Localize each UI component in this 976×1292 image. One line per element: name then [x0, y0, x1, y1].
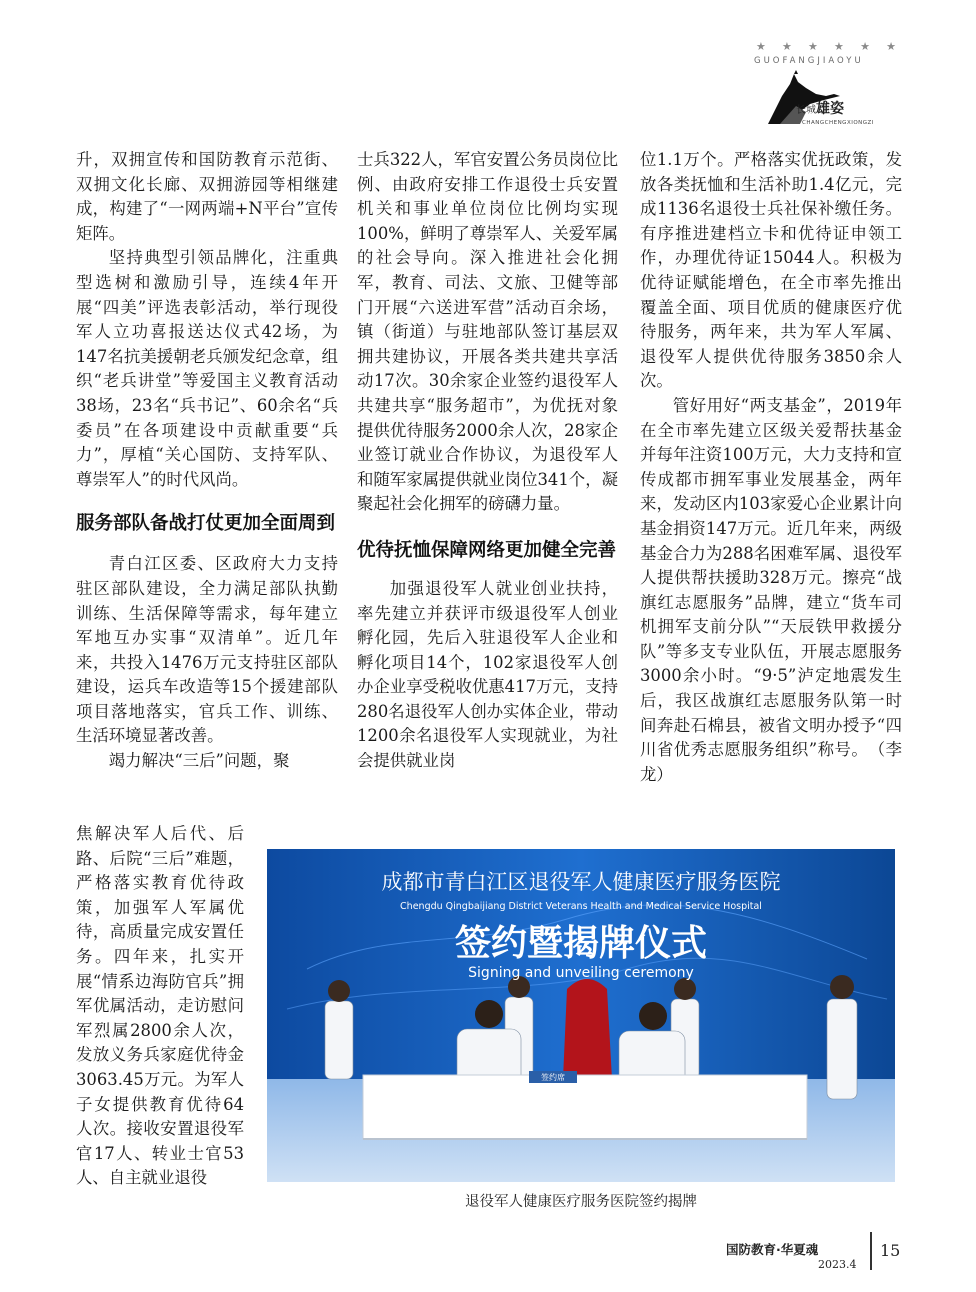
star-icon: ★: [860, 40, 870, 53]
star-icon: ★: [782, 40, 792, 53]
article-column-1: [76, 148, 338, 774]
ceremony-photo: [267, 849, 895, 1182]
paragraph: 加强退役军人就业创业扶持，率先建立并获评市级退役军人创业孵化园，先后入驻退役军人企业和孵化项目14个，102家退役军人创办企业享受税收优惠417万元，支持280名退役军人创办实体企业，带动1200余名退役军人实现就业，为社会提供就业岗: [357, 578, 618, 771]
section-heading: 服务部队备战打仗更加全面周到: [76, 513, 336, 535]
section-heading: 优待抚恤保障网络更加健全完善: [357, 539, 617, 561]
header-stars: [756, 40, 896, 53]
section-subtitle: CHANGCHENGXIONGZI: [802, 120, 874, 126]
star-icon: ★: [834, 40, 844, 53]
nameplate-label: 签约席: [541, 1073, 565, 1082]
paragraph: 升，双拥宣传和国防教育示范街、双拥文化长廊、双拥游园等相继建成，构建了“一网两端+N平台”宣传矩阵。: [76, 150, 338, 243]
paragraph: 竭力解决“三后”问题，聚: [108, 751, 290, 771]
ceremony-subtitle: Signing and unveiling ceremony: [468, 965, 694, 981]
article-column-1-wrap: [76, 822, 244, 1191]
paragraph: 士兵322人，军官安置公务员岗位比例、由政府安排工作退役士兵安置机关和事业单位岗位比例均实现100%，鲜明了尊崇军人、关爱军属的社会导向。深入推进社会化拥军，教育、司法、文旅、卫健等部门开展“六送进军营”活动百余场，镇（街道）与驻地部队签订基层双拥共建协议，开展各类共建共享活动17次。30余家企业签约退役军人共建共享“服务超市”，为优抚对象提供优待服务2000余人次，28家企业签订就业合作协议，为退役军人和随军家属提供就业岗位341个，凝聚起社会化拥军的磅礴力量。: [357, 150, 618, 514]
page-number: 15: [880, 1241, 901, 1260]
banner-title: 成都市青白江区退役军人健康医疗服务医院: [381, 870, 781, 894]
magazine-name: 国防教育·华夏魂: [726, 1242, 819, 1257]
issue-number: 2023.4: [818, 1258, 857, 1271]
paragraph: 焦解决军人后代、后路、后院“三后”难题，严格落实教育优待政策，加强军人军属优待，高质量完成安置任务。四年来，扎实开展“情系边海防官兵”拥军优属活动，走访慰问军烈属2800余人次，发放义务兵家庭优待金3063.45万元。为军人子女提供教育优待64人次。接收安置退役军官17人、转业士官53人、自主就业退役: [76, 824, 244, 1188]
ceremony-title: 签约暨揭牌仪式: [454, 923, 708, 964]
article-column-3: [640, 148, 902, 787]
section-pinyin: GUOFANGJIAOYU: [754, 56, 864, 66]
photo-caption: 退役军人健康医疗服务医院签约揭牌: [465, 1194, 697, 1210]
paragraph: 坚持典型引领品牌化，注重典型选树和激励引导，连续4年开展“四美”评选表彰活动，举行现役军人立功喜报送达仪式42场，为147名抗美援朝老兵颁发纪念章，组织“老兵讲堂”等爱国主义教育活动38场，23名“兵书记”、60余名“兵委员”在各项建设中贡献重要“兵力”，厚植“关心国防、支持军队、尊崇军人”的时代风尚。: [76, 248, 338, 489]
star-icon: ★: [756, 40, 766, 53]
article-column-2: [357, 148, 618, 774]
paragraph: 青白江区委、区政府大力支持驻区部队建设，全力满足部队执勤训练、生活保障等需求，每年建立军地互办实事“双清单”。近几年来，共投入1476万元支持驻区部队建设，运兵车改造等15个援建部队项目落地落实，官兵工作、训练、生活环境显著改善。: [76, 554, 338, 746]
footer-divider: [870, 1232, 872, 1270]
star-icon: ★: [886, 40, 896, 53]
banner-subtitle: Chengdu Qingbaijiang District Veterans Health and Medical Service Hospital: [400, 901, 762, 912]
paragraph: 管好用好“两支基金”，2019年在全市率先建立区级关爱帮扶基金并每年注资100万元，大力支持和宣传成都市拥军事业发展基金，两年来，发动区内103家爱心企业累计向基金捐资147万元。近几年来，两级基金合力为288名困难军属、退役军人提供帮扶援助328万元。擦亮“战旗红志愿服务”品牌，建立“货车司机拥军支前分队”“天辰铁甲救援分队”等多支专业队伍，开展志愿服务3000余小时。“9·5”泸定地震发生后，我区战旗红志愿服务队第一时间奔赴石棉县，被省文明办授予“四川省优秀志愿服务组织”称号。 （李龙）: [640, 395, 902, 784]
section-title: 长城雄姿: [796, 101, 844, 117]
paragraph: 位1.1万个。严格落实优抚政策，发放各类抚恤和生活补助1.4亿元，完成1136名退役士兵社保补缴任务。有序推进建档立卡和优待证申领工作，办理优待证15044人。积极为优待证赋能增色，在全市率先推出覆盖全面、项目优质的健康医疗优待服务，两年来，共为军人军属、退役军人提供优待服务3850余人次。: [640, 150, 902, 391]
star-icon: ★: [808, 40, 818, 53]
